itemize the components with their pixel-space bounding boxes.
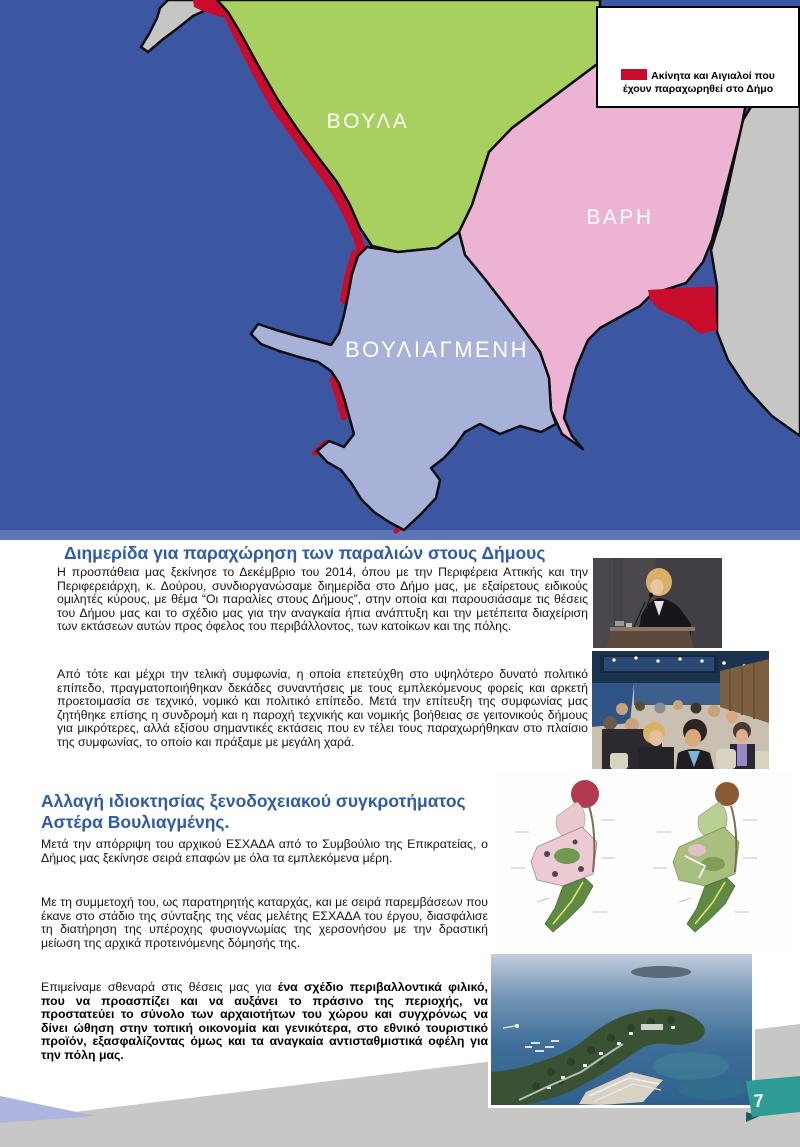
map-bottom-strip [0, 530, 800, 540]
chair-back [610, 753, 628, 769]
chair-back [716, 749, 736, 769]
distant-island [631, 966, 691, 978]
map-legend-text [609, 69, 787, 97]
municipal-map [0, 0, 800, 540]
section1-paragraph-2: Από τότε και μέχρι την τελική συμφωνία, η οποία επετεύχθη στο υψηλότερο δυνατό πολιτικό επίπεδο, πραγματοποιήθηκαν δεκάδες συναντήσεις με τους εμπλεκόμενους φορείς και αρκετή προετοιμασία σε τεχνικό, νομικό και πολιτικό επίπεδο. Μετά την επίτευξη της συμφωνίας μας ζητήθηκε επίσης η συνδρομή και η παροχή τεχνικής και νομικής βοήθειας σε γειτονικούς δήμους για μικρότερες, αλλά εξίσου σημαντικές εκτάσεις που εν τέλει τους παραχωρήθηκαν στο πλαίσιο της συμφωνίας, το οποίο και πράξαμε με μεγάλη χαρά. [57, 667, 588, 749]
closing-bold-text: ένα σχέδιο περιβαλλοντικά φιλικό, που να προασπίζει και να αυξάνει το πράσινο της περιοχής, να προστατεύει το σύνολο των αρχαιοτήτων του χώρου και συγχρόνως να δίνει ώθηση στην τοπική οικονομία και γενικότερα, στο εθνικό τουριστικό προϊόν, εξασφαλίζοντας όμως και τα αναγκαία αντισταθμιστικά οφέλη για την πόλη μας. [41, 980, 488, 1062]
section1-paragraph-1: Η προσπάθεια μας ξεκίνησε το Δεκέμβριο του 2014, όπου με την Περιφέρεια Αττικής και την Περιφερειάρχη, κ. Δούρου, συνδιοργανώσαμε διημερίδα στο Δήμο μας, με εξαίρετους ειδικούς ομιλητές κύρους, με θέμα “Οι παραλίες στους Δήμους”, στην οποία και παρουσιάσαμε τις θέσεις του Δήμου μας και το σχέδιο μας για την αναγκαία ήπια ανάπτυξη και την μετέπειτα διαχείριση των εκτάσεων αυτών προς όφελος του περιβάλλοντος, των κατοίκων και της πόλης. [57, 565, 588, 634]
label-voula: ΒΟΥΛΑ [326, 110, 410, 133]
podium-speech-photo [593, 558, 722, 648]
resort-building [641, 1024, 663, 1030]
astir-peninsula-aerial-photo [488, 951, 755, 1108]
microphone [649, 593, 653, 597]
section1-heading: Διημερίδα για παραχώρηση των παραλιών στους Δήμους [64, 543, 546, 563]
page-number: 7 [753, 1090, 765, 1111]
legend-label: Ακίνητα και Αιγιαλοί που έχουν παραχωρηθεί στο Δήμο [622, 69, 775, 96]
legend-red-swatch [621, 69, 647, 80]
podium [606, 630, 694, 648]
esxada-plan-maps [497, 772, 790, 953]
label-vari: ΒΑΡΗ [586, 206, 654, 229]
section2-closing-paragraph [41, 981, 488, 1062]
page-number-ribbon [740, 1074, 800, 1147]
speaker-face [651, 579, 664, 595]
section2-paragraph-1: Μετά την απόρριψη του αρχικού ΕΣΧΑΔΑ από το Συμβούλιο της Επικρατείας, ο Δήμος μας ξεκίνησε σειρά επαφών με όλα τα εμπλεκόμενα μέρη. [41, 837, 488, 865]
label-vouliagmeni: ΒΟΥΛΙΑΓΜΕΝΗ [345, 337, 529, 362]
section2-heading: Αλλαγή ιδιοκτησίας ξενοδοχειακού συγκροτήματος Αστέρα Βουλιαγμένης. [41, 791, 466, 833]
map-legend [596, 6, 800, 108]
closing-lead-text: Επιμείναμε σθεναρά στις θέσεις μας για [41, 980, 278, 994]
section2-paragraph-2: Με τη συμμετοχή του, ως παρατηρητής καταρχάς, και με σειρά παρεμβάσεων που έκανε στο στάδιο της σύνταξης της νέας μελέτης ΕΣΧΑΔΑ του έργου, διασφάλισε τη διατήρηση της υπέροχης φυσιογνωμίας της χερσονήσου με την δραστική μείωση της αρχικά προτεινόμενης δόμησής της. [41, 895, 488, 950]
conference-audience-photo [592, 651, 769, 769]
purple-scarf [737, 744, 747, 766]
chair-back [755, 751, 769, 769]
